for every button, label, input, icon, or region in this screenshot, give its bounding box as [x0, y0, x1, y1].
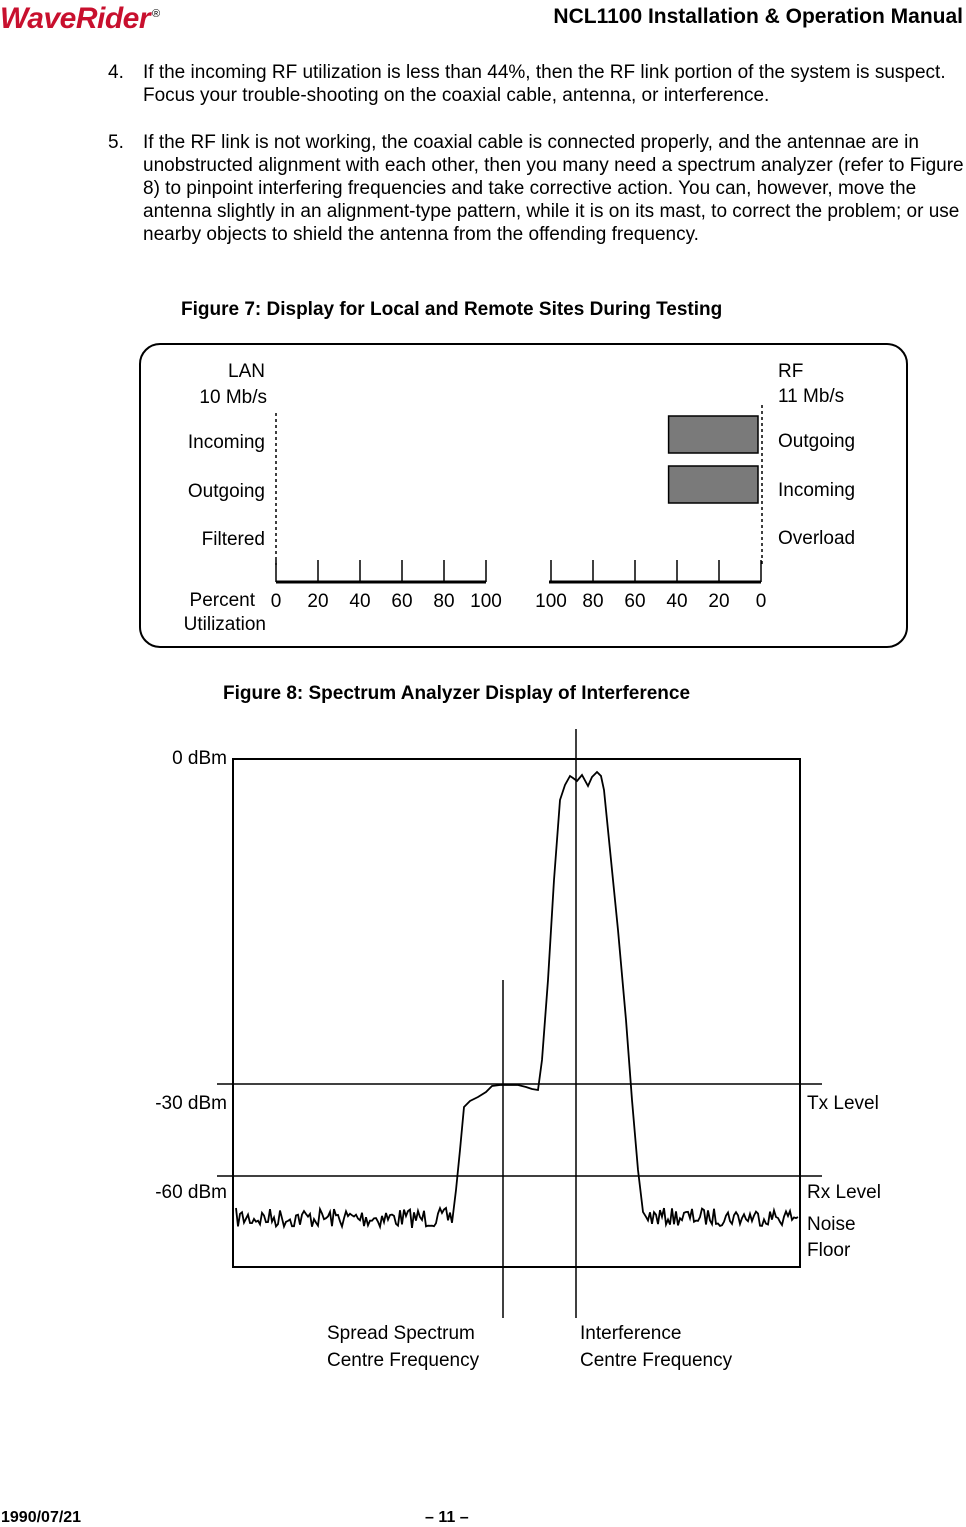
lan-tick-label: 20	[307, 591, 329, 612]
lan-tick-label: 80	[433, 591, 455, 612]
y-axis-label: 0 dBm	[172, 748, 227, 769]
spectrum-trace	[236, 772, 798, 1228]
rf-tick-label: 20	[708, 591, 730, 612]
rf-tick-label: 80	[582, 591, 604, 612]
item-number: 4.	[108, 62, 124, 83]
axis-label: Percent	[189, 590, 255, 611]
noise-floor-label: Noise	[807, 1214, 856, 1235]
rf-title: RF	[778, 361, 804, 382]
footer-page-number: – 11 –	[425, 1509, 469, 1526]
footer-date: 1990/07/21	[1, 1509, 82, 1526]
tx-level-label: Tx Level	[807, 1093, 879, 1114]
figure-8-caption: Figure 8: Spectrum Analyzer Display of Interference	[223, 683, 691, 704]
item-text: If the incoming RF utilization is less than 44%, then the RF link portion of the system is suspect. Focus your trouble-shooting on the coaxial cable, antenna, or interference.	[143, 62, 946, 106]
interference-label: Centre Frequency	[580, 1350, 733, 1371]
rf-tick-label: 60	[624, 591, 646, 612]
lan-tick-label: 100	[470, 591, 502, 612]
rf-row-label: Overload	[778, 528, 856, 549]
rf-tick-label: 40	[666, 591, 688, 612]
lan-title: LAN	[228, 361, 265, 382]
logo-text: WaveRider	[0, 2, 151, 35]
rf-row-label: Outgoing	[778, 431, 856, 452]
y-axis-label: -60 dBm	[155, 1182, 227, 1203]
noise-floor-label: Floor	[807, 1240, 851, 1261]
figure-7-caption: Figure 7: Display for Local and Remote Sites During Testing	[181, 299, 723, 320]
item-text: If the RF link is not working, the coaxial cable is connected properly, and the antennae are in unobstructed alignment with each other, then you many need a spectrum analyzer (refer to Figure 8) to pinpoint interfering frequencies and take corrective action. You can, however, move the antenna slightly in an alignment-type pattern, while it is on its mast, to correct the problem; or use nearby objects to shield the antenna from the offending frequency.	[143, 132, 964, 245]
lan-tick-label: 40	[349, 591, 371, 612]
axis-label: Utilization	[183, 614, 266, 635]
item-number: 5.	[108, 132, 124, 153]
lan-tick-label: 60	[391, 591, 413, 612]
rf-rate: 11 Mb/s	[778, 386, 845, 407]
registered-mark: ®	[152, 8, 160, 20]
lan-row-label: Filtered	[201, 529, 265, 550]
spectrum-frame	[233, 759, 800, 1267]
lan-rate: 10 Mb/s	[199, 387, 267, 408]
spread-spectrum-label: Centre Frequency	[327, 1350, 480, 1371]
y-axis-label: -30 dBm	[155, 1093, 227, 1114]
rf-row-label: Incoming	[778, 480, 856, 501]
lan-row-label: Incoming	[187, 432, 265, 453]
lan-row-label: Outgoing	[187, 481, 265, 502]
rf-tick-label: 0	[755, 591, 767, 612]
spread-spectrum-label: Spread Spectrum	[327, 1323, 475, 1344]
rf-tick-label: 100	[535, 591, 567, 612]
rx-level-label: Rx Level	[807, 1182, 881, 1203]
interference-label: Interference	[580, 1323, 682, 1344]
page-header-title: NCL1100 Installation & Operation Manual	[553, 5, 963, 28]
lan-tick-label: 0	[270, 591, 282, 612]
